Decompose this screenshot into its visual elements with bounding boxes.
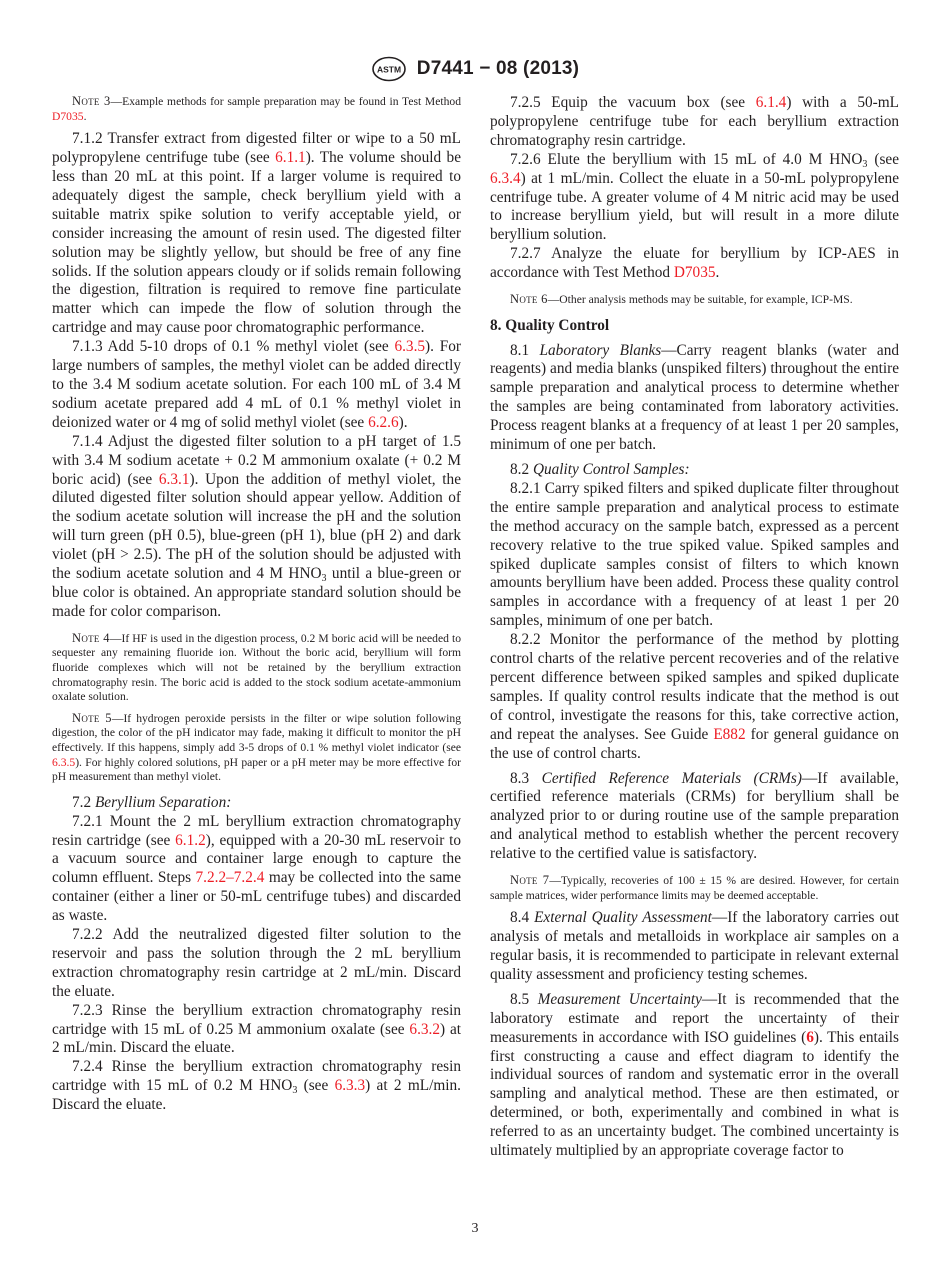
- link-6-3-5[interactable]: 6.3.5: [52, 755, 76, 769]
- note-6: Note 6—Other analysis methods may be suitable, for example, ICP-MS.: [510, 292, 853, 307]
- section-7-2-heading: 7.2 Beryllium Separation:: [72, 793, 232, 811]
- paragraph-8-1: 8.1 Laboratory Blanks—Carry reagent blanks (water and reagents) and media blanks (unspiked filters) throughout the entire sample preparation and analytical process to determine whether the samples are being contaminated from laboratory activities. Process reagent blanks at a frequency of at least 1 per 20 samples, minimum of one per batch.: [490, 341, 899, 454]
- link-d7035[interactable]: D7035: [673, 264, 716, 282]
- astm-logo: [371, 56, 407, 82]
- document-designation: D7441 − 08 (2013): [416, 58, 580, 79]
- link-7-2-4[interactable]: 7.2.4: [233, 869, 265, 887]
- left-column: [52, 94, 461, 1115]
- paragraph-7-2-4: 7.2.4 Rinse the beryllium extraction chromatography resin cartridge with 15 mL of 0.2 M $HNO_3$ (see 6.3.3) at 2 mL/min. Discard the eluate.: [52, 1058, 461, 1114]
- paragraph-7-2-1: 7.2.1 Mount the 2 mL beryllium extraction chromatography resin cartridge (see 6.1.2), equipped with a 20-30 mL reservoir to a vacuum source and container large enough to capture the column effluent. Steps 7.2.2–7.2.4 may be collected into the same container (either a liner or 50-mL centrifuge tubes) and discarded as waste.: [52, 812, 461, 925]
- note-5: Note 5—If hydrogen peroxide persists in the filter or wipe solution following digestion, the color of the pH indicator may fade, making it difficult to monitor the pH effectively. If this happens, simply add 3-5 drops of 0.1 % methyl violet indicator (see 6.3.5). For highly colored solutions, pH paper or a pH meter may be more effective for pH measurement than methyl violet.: [52, 710, 461, 784]
- link-e882[interactable]: E882: [713, 725, 746, 743]
- paragraph-7-1-4: 7.1.4 Adjust the digested filter solution to a pH target of 1.5 with 3.4 M sodium acetate + 0.2 M ammonium oxalate (+ 0.2 M boric acid) (see 6.3.1). Upon the addition of methyl violet, the diluted digested filter solution should appear yellow. Addition of the sodium acetate solution will increase the pH and the solution will turn green (pH 0.5), blue-green (pH 1), blue (pH 2) and dark violet (pH > 2.5). The pH of the solution should be adjusted with the sodium acetate solution and 4 M $HNO_3$ until a blue-green or blue color is obtained. An appropriate standard solution should be made for color comparison.: [52, 432, 461, 620]
- section-8-heading: 8. Quality Control: [490, 316, 610, 334]
- paragraph-7-1-2: 7.1.2 Transfer extract from digested filter or wipe to a 50 mL polypropylene centrifuge tube (see 6.1.1). The volume should be less than 20 mL at this point. If a larger volume is required to adequately digest the sample, check beryllium yield with a suitable matrix spike solution to verify acceptable yield, or consider increasing the amount of resin used. The digested filter solution may be slightly yellow, but should be free of any fine solids. If the solution appears cloudy or if solids remain following the digestion, filtration is required to remove fine particulate matter which can impede the flow of solution through the cartridge and may cause poor chromatographic performance.: [52, 130, 461, 337]
- link-d7035[interactable]: D7035: [52, 109, 84, 123]
- right-column: [490, 94, 899, 1161]
- link-6-1-1[interactable]: 6.1.1: [275, 149, 306, 167]
- paragraph-7-2-5: 7.2.5 Equip the vacuum box (see 6.1.4) with a 50-mL polypropylene centrifuge tube for each beryllium extraction chromatography resin cartridge.: [490, 94, 899, 149]
- link-7-2-2[interactable]: 7.2.2: [195, 869, 227, 887]
- page-number: 3: [471, 1221, 479, 1236]
- link-6-3-4[interactable]: 6.3.4: [490, 169, 521, 187]
- paragraph-8-4: 8.4 External Quality Assessment—If the laboratory carries out analysis of metals and metalloids in workplace air samples on a regular basis, it is recommended to participate in relevant external quality assessment and proficiency testing schemes.: [490, 909, 899, 983]
- note-3: Note 3—Example methods for sample preparation may be found in Test Method D7035.: [52, 94, 461, 123]
- link-6-3-2[interactable]: 6.3.2: [409, 1020, 441, 1038]
- paragraph-8-2-2: 8.2.2 Monitor the performance of the method by plotting control charts of the relative percent recoveries and of the relative percent difference between spiked samples and spiked duplicate samples. If quality control results indicate that the method is out of control, investigate the reasons for this, take corrective action, and repeat the analyses. See Guide E882 for general guidance on the use of control charts.: [490, 631, 899, 762]
- note-4: Note 4—If HF is used in the digestion process, 0.2 M boric acid will be needed to sequester any remaining fluoride ion. Without the boric acid, beryllium will form fluoride complexes which will not be retained by the beryllium extraction chromatography resin. The boric acid is added to the stock sodium acetate-ammonium oxalate solution.: [52, 630, 461, 704]
- link-6-3-3[interactable]: 6.3.3: [334, 1077, 366, 1095]
- link-6-1-2[interactable]: 6.1.2: [175, 831, 206, 849]
- paragraph-7-2-7: 7.2.7 Analyze the eluate for beryllium by ICP-AES in accordance with Test Method D7035.: [490, 245, 899, 282]
- section-8-2-heading: 8.2 Quality Control Samples:: [510, 461, 690, 478]
- paragraph-7-2-2: 7.2.2 Add the neutralized digested filter solution to the reservoir and pass the solution through the 2 mL beryllium extraction chromatography resin cartridge at 2 mL/min. Discard the eluate.: [52, 926, 461, 1000]
- paragraph-8-2-1: 8.2.1 Carry spiked filters and spiked duplicate filter throughout the entire sample preparation and analytical process to estimate the method accuracy on the sample batch, expressed as a percent recovery relative to the true spiked value. Spiked samples and spiked duplicate samples consist of filters to which known amounts beryllium have been added. Process these quality control samples in accordance with a frequency of at least 1 per 20 samples, minimum of one per batch.: [490, 479, 899, 630]
- svg-text:ASTM: ASTM: [376, 64, 401, 75]
- paragraph-7-2-3: 7.2.3 Rinse the beryllium extraction chromatography resin cartridge with 15 mL of 0.25 M ammonium oxalate (see 6.3.2) at 2 mL/min. Discard the eluate.: [52, 1001, 461, 1057]
- paragraph-7-2-6: 7.2.6 Elute the beryllium with 15 mL of 4.0 M $HNO_3$ (see 6.3.4) at 1 mL/min. Collect the eluate in a 50-mL polypropylene centrifuge tube. A greater volume of 4 M nitric acid may be used to increase beryllium yield, but will result in a more dilute beryllium solution.: [490, 150, 899, 244]
- link-6-3-5[interactable]: 6.3.5: [394, 338, 426, 356]
- link-6-2-6[interactable]: 6.2.6: [368, 413, 399, 431]
- link-6-3-1[interactable]: 6.3.1: [158, 470, 190, 488]
- note-7: Note 7—Typically, recoveries of 100 ± 15 % are desired. However, for certain sample matrices, wider performance limits may be deemed acceptable.: [490, 873, 900, 902]
- paragraph-7-1-3: 7.1.3 Add 5-10 drops of 0.1 % methyl violet (see 6.3.5). For large numbers of samples, the methyl violet can be added directly to the 3.4 M sodium acetate solution. For each 100 mL of 3.4 M sodium acetate prepared add 4 mL of 0.1 % methyl violet in deionized water or 4 mg of solid methyl violet (see 6.2.6).: [52, 338, 461, 431]
- link-reference-6[interactable]: 6: [806, 1028, 814, 1046]
- paragraph-8-5: 8.5 Measurement Uncertainty—It is recommended that the laboratory estimate and report the uncertainty of their measurements in accordance with ISO guidelines (6). This entails first constructing a cause and effect diagram to identify the individual sources of random and systematic error in the overall sampling and analytical method. These are then estimated, or determined, or both, experimentally and combined in what is referred to as an uncertainty budget. The combined uncertainty is ultimately multiplied by an appropriate coverage factor to: [490, 990, 900, 1160]
- paragraph-8-3: 8.3 Certified Reference Materials (CRMs)—If available, certified reference materials (CRMs) for beryllium shall be analyzed prior to or during routine use of the sample preparation and analytical method to establish whether the percent recovery relative to the certified value is satisfactory.: [490, 769, 899, 863]
- link-6-1-4[interactable]: 6.1.4: [755, 94, 787, 111]
- page-header: [0, 56, 950, 82]
